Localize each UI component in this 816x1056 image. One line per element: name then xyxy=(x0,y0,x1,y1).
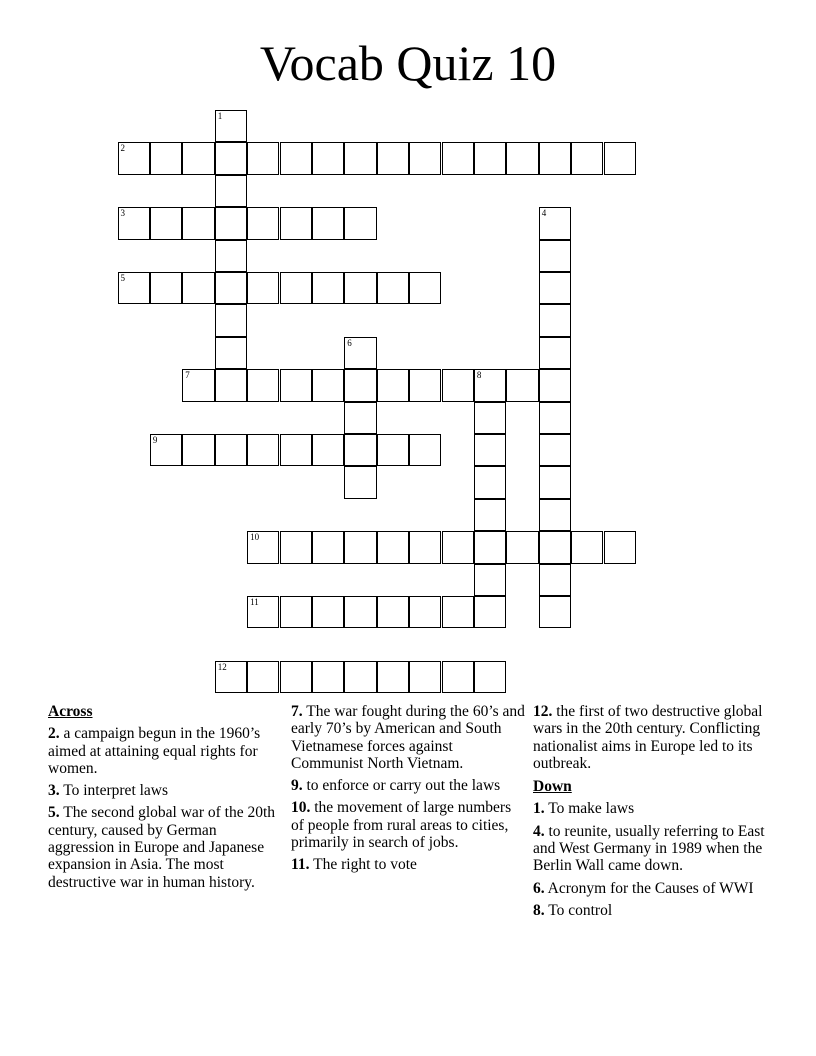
grid-cell[interactable] xyxy=(182,369,214,401)
grid-cell[interactable] xyxy=(215,110,247,142)
grid-cell[interactable] xyxy=(280,434,312,466)
clue-text: the movement of large numbers of people from rural areas to cities, primarily in search of jobs. xyxy=(291,799,512,852)
grid-cell[interactable] xyxy=(344,272,376,304)
grid-cell[interactable] xyxy=(118,272,150,304)
grid-cell[interactable] xyxy=(474,531,506,563)
grid-cell[interactable] xyxy=(506,369,538,401)
grid-cell[interactable] xyxy=(377,434,409,466)
grid-cell[interactable] xyxy=(539,207,571,239)
grid-cell[interactable] xyxy=(247,661,279,693)
clue-text: to reunite, usually referring to East and West Germany in 1989 when the Berlin Wall came down. xyxy=(533,822,765,875)
grid-cell[interactable] xyxy=(344,207,376,239)
grid-cell[interactable] xyxy=(182,207,214,239)
grid-cell[interactable] xyxy=(150,272,182,304)
grid-cell[interactable] xyxy=(312,207,344,239)
grid-cell[interactable] xyxy=(182,142,214,174)
grid-cell[interactable] xyxy=(604,531,636,563)
grid-cell[interactable] xyxy=(539,272,571,304)
clues-column-3 xyxy=(533,703,765,924)
grid-cell[interactable] xyxy=(150,434,182,466)
grid-cell[interactable] xyxy=(344,661,376,693)
grid-cell[interactable] xyxy=(409,531,441,563)
cell-number: 5 xyxy=(120,273,125,283)
grid-cell[interactable] xyxy=(571,531,603,563)
grid-cell[interactable] xyxy=(312,369,344,401)
clue-number: 8. xyxy=(533,901,545,919)
cell-number: 8 xyxy=(476,370,482,381)
grid-cell[interactable] xyxy=(474,402,506,434)
grid-cell[interactable] xyxy=(506,531,538,563)
grid-cell[interactable] xyxy=(344,402,376,434)
grid-cell[interactable] xyxy=(409,142,441,174)
grid-cell[interactable] xyxy=(215,337,247,369)
grid-cell[interactable] xyxy=(474,142,506,174)
grid-cell[interactable] xyxy=(539,240,571,272)
grid-cell[interactable] xyxy=(539,304,571,336)
clue-across-10 xyxy=(291,799,525,851)
clue-text: Acronym for the Causes of WWI xyxy=(547,879,754,897)
grid-cell[interactable] xyxy=(344,434,376,466)
clue-text: The second global war of the 20th century, caused by German aggression in Europe and Japanese expansion in Asia. The most destructive war in human history. xyxy=(48,804,276,891)
grid-cell[interactable] xyxy=(118,207,150,239)
grid-cell[interactable] xyxy=(182,272,214,304)
grid-cell[interactable] xyxy=(280,531,312,563)
grid-cell[interactable] xyxy=(182,434,214,466)
grid-cell[interactable] xyxy=(312,531,344,563)
clue-across-7 xyxy=(291,703,525,772)
grid-cell[interactable] xyxy=(247,369,279,401)
grid-cell[interactable] xyxy=(215,434,247,466)
grid-cell[interactable] xyxy=(215,272,247,304)
clue-number: 11. xyxy=(291,856,310,874)
grid-cell[interactable] xyxy=(377,272,409,304)
grid-cell[interactable] xyxy=(247,272,279,304)
grid-cell[interactable] xyxy=(604,142,636,174)
grid-cell[interactable] xyxy=(312,434,344,466)
grid-cell[interactable] xyxy=(344,369,376,401)
grid-cell[interactable] xyxy=(280,142,312,174)
grid-cell[interactable] xyxy=(442,661,474,693)
grid-cell[interactable] xyxy=(409,434,441,466)
grid-cell[interactable] xyxy=(247,596,279,628)
clues-column-2 xyxy=(291,703,525,879)
grid-cell[interactable] xyxy=(409,272,441,304)
grid-cell[interactable] xyxy=(150,207,182,239)
clue-number: 12. xyxy=(533,703,553,720)
grid-cell[interactable] xyxy=(247,434,279,466)
clue-text: To make laws xyxy=(548,800,635,818)
clue-number: 9. xyxy=(291,777,303,795)
grid-cell[interactable] xyxy=(539,499,571,531)
clue-number: 2. xyxy=(48,725,60,743)
clue-text: The right to vote xyxy=(313,856,417,874)
cell-number: 9 xyxy=(152,435,158,445)
clue-number: 3. xyxy=(48,782,60,800)
grid-cell[interactable] xyxy=(344,337,376,369)
clue-text: To interpret laws xyxy=(63,782,169,800)
clue-text: To control xyxy=(548,901,613,919)
grid-cell[interactable] xyxy=(215,207,247,239)
cell-number: 11 xyxy=(250,597,259,607)
down-heading: Down xyxy=(533,778,572,796)
clue-number: 7. xyxy=(291,703,303,720)
grid-cell[interactable] xyxy=(442,369,474,401)
cell-number: 1 xyxy=(217,111,223,121)
grid-cell[interactable] xyxy=(474,564,506,596)
grid-cell[interactable] xyxy=(506,142,538,174)
clue-across-5 xyxy=(48,804,280,890)
cell-number: 3 xyxy=(120,208,125,219)
clue-number: 1. xyxy=(533,800,545,818)
grid-cell[interactable] xyxy=(539,369,571,401)
clue-across-12 xyxy=(533,703,765,772)
grid-cell[interactable] xyxy=(539,531,571,563)
grid-cell[interactable] xyxy=(442,142,474,174)
cell-number: 10 xyxy=(250,532,260,543)
grid-cell[interactable] xyxy=(474,434,506,466)
clue-text: The war fought during the 60’s and early 70’s by American and South Vietnamese forces against Communist North Vietnam. xyxy=(291,703,525,772)
grid-cell[interactable] xyxy=(215,175,247,207)
grid-cell[interactable] xyxy=(247,531,279,563)
grid-cell[interactable] xyxy=(539,466,571,498)
grid-cell[interactable] xyxy=(474,596,506,628)
grid-cell[interactable] xyxy=(215,369,247,401)
clue-text: a campaign begun in the 1960’s aimed at attaining equal rights for women. xyxy=(48,725,261,777)
grid-cell[interactable] xyxy=(150,142,182,174)
grid-cell[interactable] xyxy=(442,596,474,628)
grid-cell[interactable] xyxy=(377,142,409,174)
grid-cell[interactable] xyxy=(280,596,312,628)
clue-down-4 xyxy=(533,823,765,875)
clue-number: 10. xyxy=(291,799,311,817)
across-heading: Across xyxy=(48,703,93,720)
grid-cell[interactable] xyxy=(442,531,474,563)
clue-down-1 xyxy=(533,800,765,817)
grid-cell[interactable] xyxy=(539,142,571,174)
cell-number: 7 xyxy=(185,370,190,381)
page-title: Vocab Quiz 10 xyxy=(259,35,557,91)
clue-number: 6. xyxy=(533,879,545,897)
grid-cell[interactable] xyxy=(539,402,571,434)
grid-cell[interactable] xyxy=(247,207,279,239)
cell-number: 4 xyxy=(541,208,547,219)
grid-cell[interactable] xyxy=(377,661,409,693)
grid-cell[interactable] xyxy=(409,661,441,693)
grid-cell[interactable] xyxy=(409,369,441,401)
grid-cell[interactable] xyxy=(280,272,312,304)
grid-cell[interactable] xyxy=(280,661,312,693)
grid-cell[interactable] xyxy=(474,369,506,401)
grid-cell[interactable] xyxy=(344,531,376,563)
grid-cell[interactable] xyxy=(474,499,506,531)
clue-across-2 xyxy=(48,725,280,777)
grid-cell[interactable] xyxy=(344,466,376,498)
clue-text: the first of two destructive global wars in the 20th century. Conflicting nationalist aims in Europe led to its outbreak. xyxy=(533,703,763,772)
grid-cell[interactable] xyxy=(409,596,441,628)
clues-column-1 xyxy=(48,703,280,896)
grid-cell[interactable] xyxy=(474,466,506,498)
grid-cell[interactable] xyxy=(118,142,150,174)
cell-number: 2 xyxy=(120,143,125,154)
grid-cell[interactable] xyxy=(539,596,571,628)
grid-cell[interactable] xyxy=(312,596,344,628)
clue-across-9 xyxy=(291,777,525,794)
grid-cell[interactable] xyxy=(539,564,571,596)
grid-cell[interactable] xyxy=(344,142,376,174)
clue-down-8 xyxy=(533,902,765,919)
grid-cell[interactable] xyxy=(280,369,312,401)
grid-cell[interactable] xyxy=(377,369,409,401)
grid-cell[interactable] xyxy=(539,434,571,466)
clue-number: 5. xyxy=(48,804,60,822)
clue-across-11 xyxy=(291,856,525,873)
clue-down-6 xyxy=(533,880,765,897)
grid-cell[interactable] xyxy=(377,531,409,563)
grid-cell[interactable] xyxy=(312,272,344,304)
grid-cell[interactable] xyxy=(571,142,603,174)
grid-cell[interactable] xyxy=(312,142,344,174)
grid-cell[interactable] xyxy=(215,240,247,272)
cell-number: 6 xyxy=(347,337,352,348)
grid-cell[interactable] xyxy=(280,207,312,239)
cell-number: 12 xyxy=(217,661,227,672)
clue-across-3 xyxy=(48,782,280,799)
grid-cell[interactable] xyxy=(312,661,344,693)
grid-cell[interactable] xyxy=(215,142,247,174)
grid-cell[interactable] xyxy=(344,596,376,628)
grid-cell[interactable] xyxy=(474,661,506,693)
grid-cell[interactable] xyxy=(247,142,279,174)
grid-cell[interactable] xyxy=(215,661,247,693)
clue-text: to enforce or carry out the laws xyxy=(306,777,501,795)
grid-cell[interactable] xyxy=(377,596,409,628)
grid-cell[interactable] xyxy=(539,337,571,369)
grid-cell[interactable] xyxy=(215,304,247,336)
clue-number: 4. xyxy=(533,822,545,840)
